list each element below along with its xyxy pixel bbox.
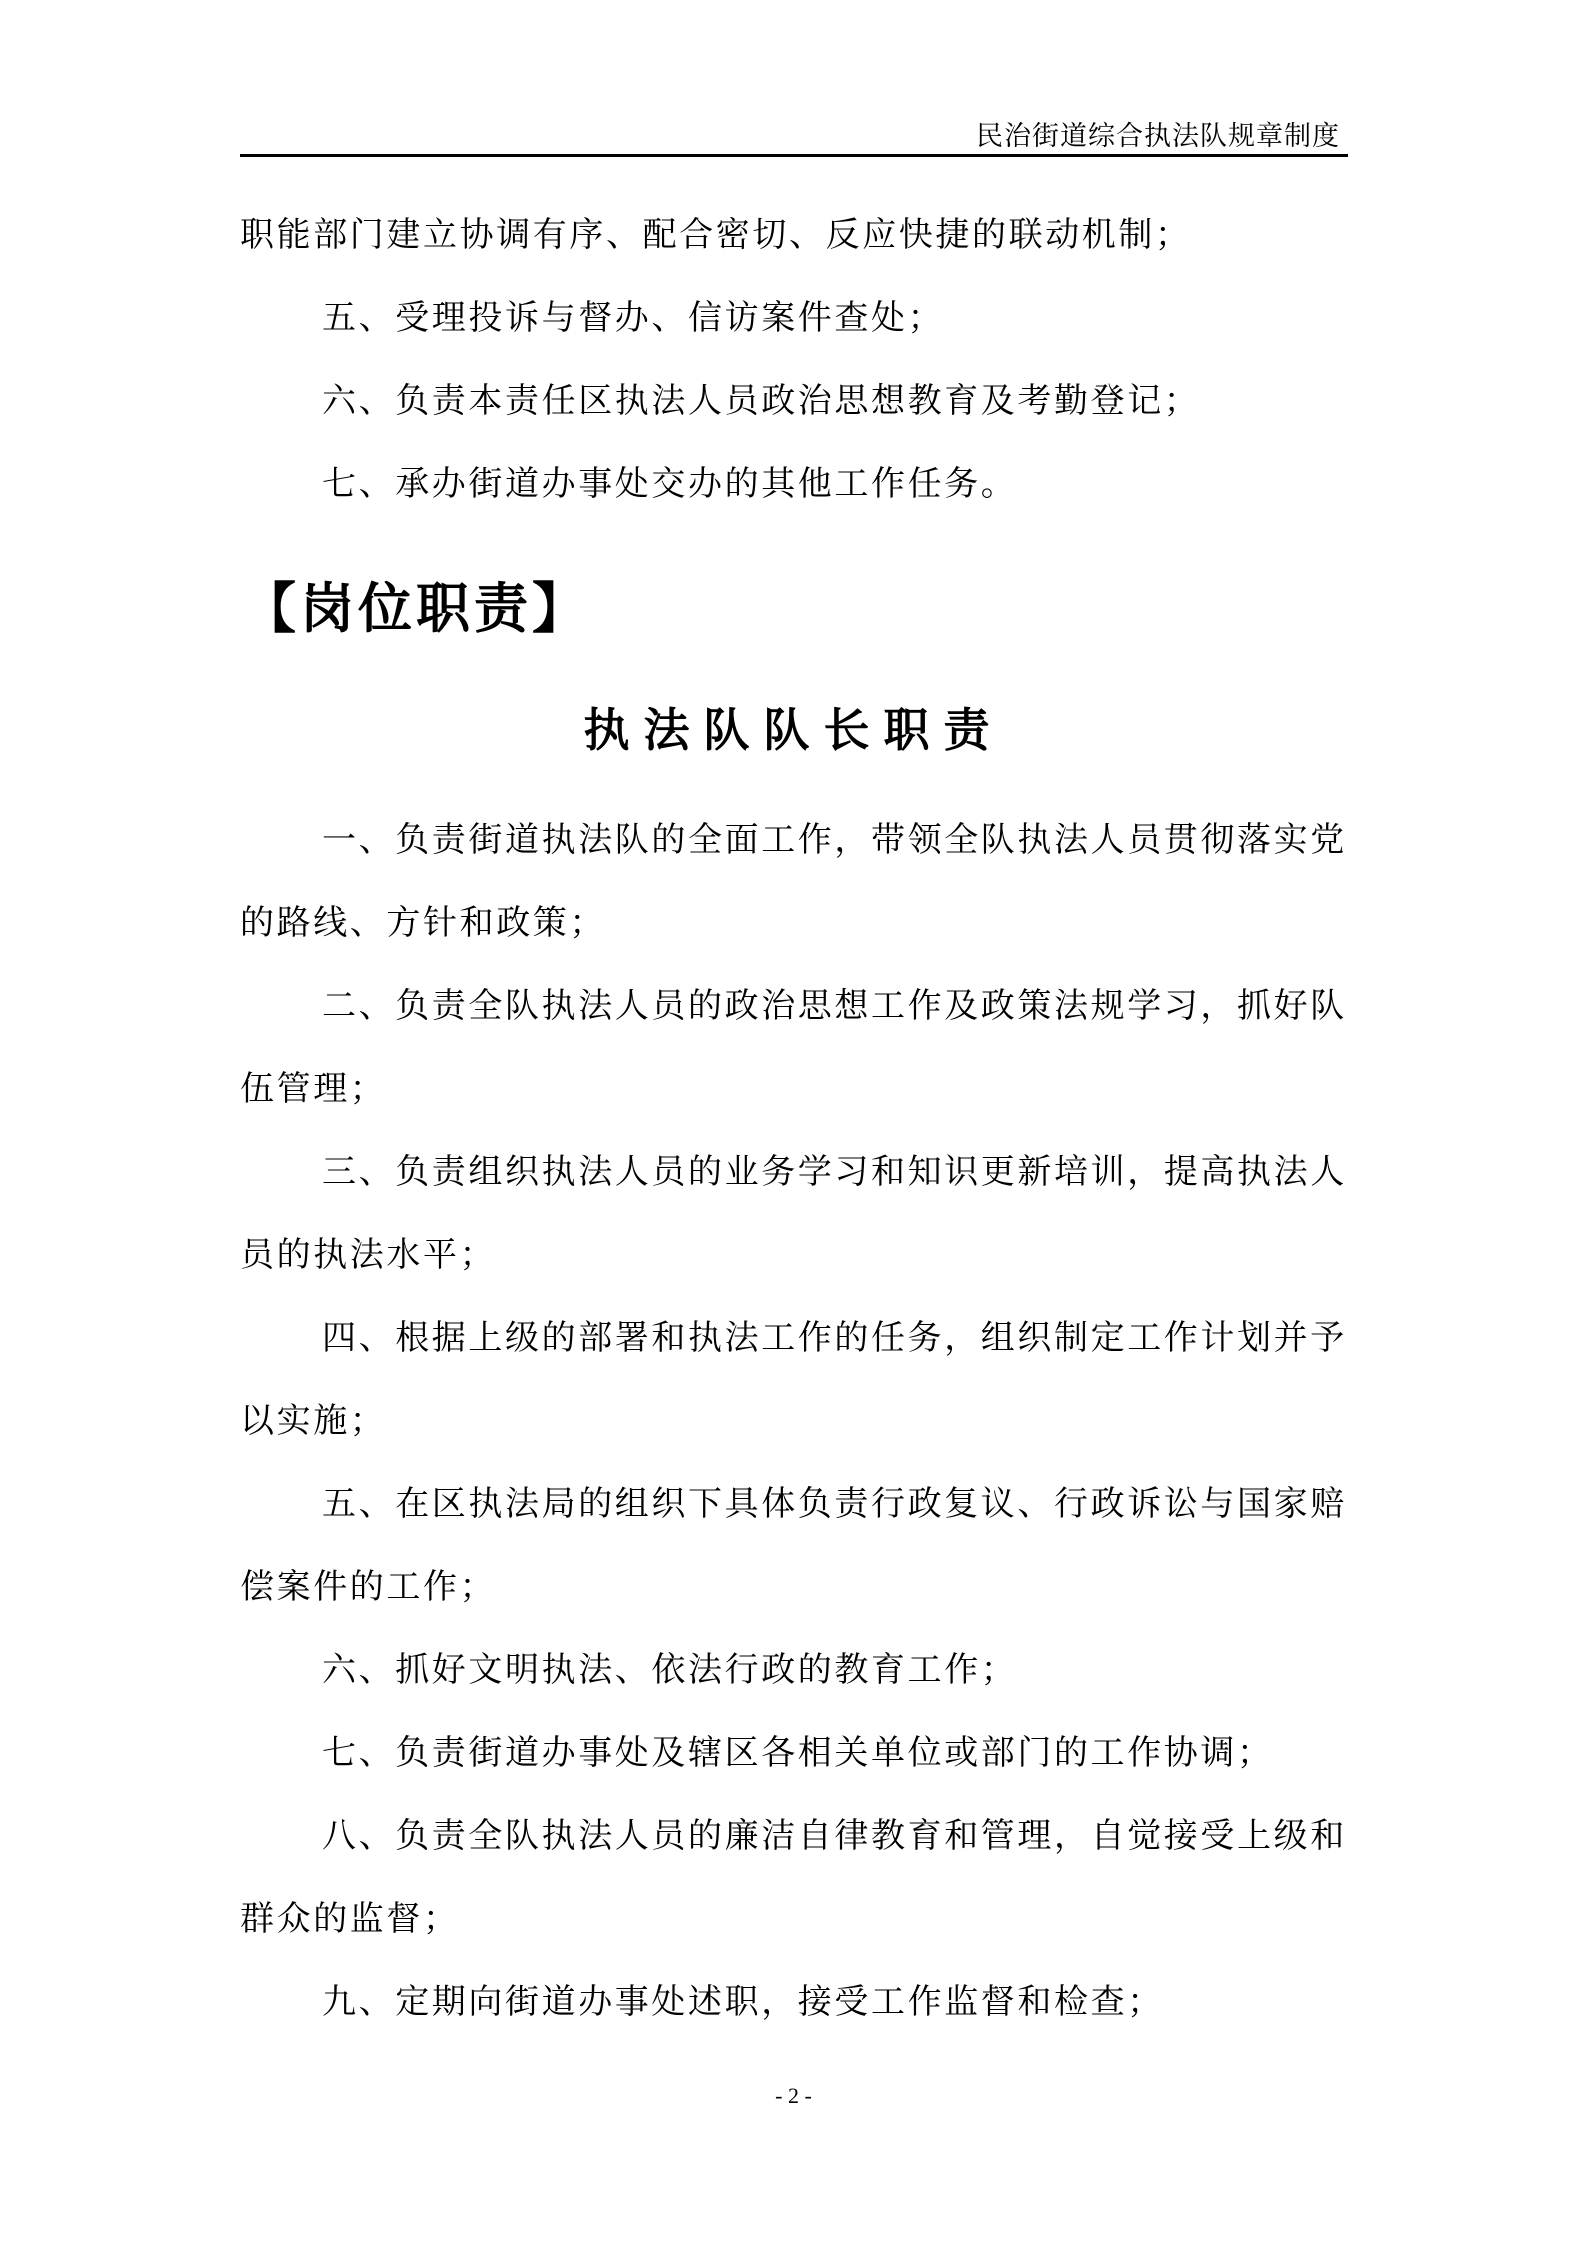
paragraph-line: 偿案件的工作； (240, 1567, 497, 1607)
paragraph-line: 职能部门建立协调有序、配合密切、反应快捷的联动机制； (240, 215, 1192, 255)
paragraph-line: 四、根据上级的部署和执法工作的任务，组织制定工作计划并予 (322, 1318, 1347, 1358)
paragraph-line: 七、负责街道办事处及辖区各相关单位或部门的工作协调； (322, 1733, 1274, 1773)
paragraph-line: 伍管理； (240, 1069, 387, 1109)
header-title: 民治街道综合执法队规章制度 (976, 121, 1340, 152)
page-number: - 2 - (775, 2083, 812, 2108)
section-heading: 【岗位职责】 (242, 577, 590, 640)
paragraph-line: 六、抓好文明执法、依法行政的教育工作； (322, 1650, 1018, 1690)
paragraph-line: 员的执法水平； (240, 1235, 497, 1275)
paragraph-line: 五、受理投诉与督办、信访案件查处； (322, 298, 945, 338)
paragraph-line: 五、在区执法局的组织下具体负责行政复议、行政诉讼与国家赔 (322, 1484, 1347, 1524)
paragraph-line: 九、定期向街道办事处述职，接受工作监督和检查； (322, 1982, 1164, 2022)
paragraph-line: 七、承办街道办事处交办的其他工作任务。 (322, 464, 1018, 504)
paragraph-line: 一、负责街道执法队的全面工作，带领全队执法人员贯彻落实党 (322, 820, 1347, 860)
paragraph-line: 群众的监督； (240, 1899, 460, 1939)
paragraph-line: 的路线、方针和政策； (240, 903, 606, 943)
paragraph-line: 六、负责本责任区执法人员政治思想教育及考勤登记； (322, 381, 1201, 421)
paragraph-line: 以实施； (240, 1401, 387, 1441)
document-title: 执法队队长职责 (583, 703, 1004, 757)
paragraph-line: 二、负责全队执法人员的政治思想工作及政策法规学习，抓好队 (322, 986, 1347, 1026)
page-header (240, 108, 1348, 157)
paragraph-line: 八、负责全队执法人员的廉洁自律教育和管理，自觉接受上级和 (322, 1816, 1347, 1856)
paragraph-line: 三、负责组织执法人员的业务学习和知识更新培训，提高执法人 (322, 1152, 1347, 1192)
